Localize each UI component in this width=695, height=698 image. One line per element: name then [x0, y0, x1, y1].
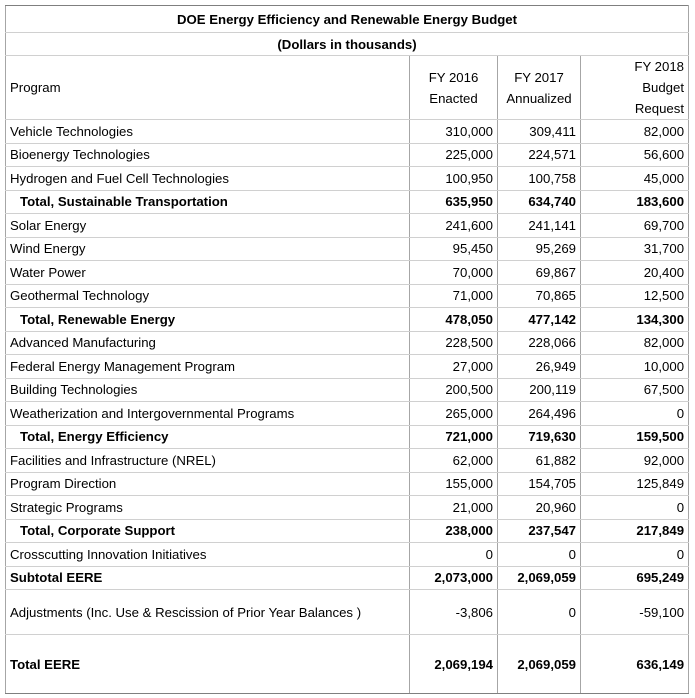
fy2018-value: 67,500 — [581, 378, 689, 402]
fy2018-value: 0 — [581, 402, 689, 426]
total-row — [6, 519, 689, 543]
fy2016-value: 62,000 — [410, 449, 498, 473]
fy2018-value: 82,000 — [581, 331, 689, 355]
program-name: Building Technologies — [6, 378, 410, 402]
fy2016-value: 100,950 — [410, 167, 498, 191]
fy2016-value: 21,000 — [410, 496, 498, 520]
fy2016-value: 310,000 — [410, 120, 498, 144]
program-name: Hydrogen and Fuel Cell Technologies — [6, 167, 410, 191]
fy2018-value: 0 — [581, 543, 689, 567]
fy2018-value: 92,000 — [581, 449, 689, 473]
header-fy2018-line1: FY 2018 — [634, 59, 685, 74]
fy2017-value: 2,069,059 — [498, 566, 581, 590]
fy2017-value: 154,705 — [498, 472, 581, 496]
fy2017-value: 228,066 — [498, 331, 581, 355]
fy2018-value: 183,600 — [581, 190, 689, 214]
program-name: Subtotal EERE — [6, 566, 410, 590]
fy2017-value: 241,141 — [498, 214, 581, 238]
header-row — [6, 56, 689, 120]
fy2016-value: 2,069,194 — [410, 635, 498, 694]
program-name: Total, Renewable Energy — [6, 308, 410, 332]
table-row — [6, 167, 689, 191]
fy2018-value: 10,000 — [581, 355, 689, 379]
header-fy2018-line2: Budget — [642, 80, 685, 95]
table-subtitle: (Dollars in thousands) — [6, 33, 689, 56]
header-fy2016-line1: FY 2016 — [428, 69, 479, 85]
fy2018-value: 159,500 — [581, 425, 689, 449]
program-name: Advanced Manufacturing — [6, 331, 410, 355]
fy2017-value: 200,119 — [498, 378, 581, 402]
program-name: Water Power — [6, 261, 410, 285]
budget-table — [5, 5, 689, 694]
table-row — [6, 214, 689, 238]
program-name: Geothermal Technology — [6, 284, 410, 308]
fy2016-value: 2,073,000 — [410, 566, 498, 590]
program-name: Wind Energy — [6, 237, 410, 261]
table-row — [6, 355, 689, 379]
header-fy2016-line2: Enacted — [429, 90, 478, 106]
header-program: Program — [6, 56, 410, 120]
program-name: Solar Energy — [6, 214, 410, 238]
program-name: Crosscutting Innovation Initiatives — [6, 543, 410, 567]
fy2017-value: 26,949 — [498, 355, 581, 379]
fy2017-value: 264,496 — [498, 402, 581, 426]
fy2017-value: 224,571 — [498, 143, 581, 167]
table-row — [6, 331, 689, 355]
fy2016-value: 225,000 — [410, 143, 498, 167]
program-name: Total EERE — [6, 635, 410, 694]
program-name: Bioenergy Technologies — [6, 143, 410, 167]
fy2017-value: 0 — [498, 543, 581, 567]
fy2017-value: 70,865 — [498, 284, 581, 308]
fy2018-value: 45,000 — [581, 167, 689, 191]
fy2017-value: 20,960 — [498, 496, 581, 520]
table-row — [6, 261, 689, 285]
table-title: DOE Energy Efficiency and Renewable Energy Budget — [6, 6, 689, 33]
table-row — [6, 284, 689, 308]
fy2018-value: 695,249 — [581, 566, 689, 590]
header-fy2018 — [581, 56, 689, 120]
program-name: Total, Sustainable Transportation — [6, 190, 410, 214]
fy2017-value: 0 — [498, 590, 581, 635]
grand-total-row — [6, 635, 689, 694]
total-row — [6, 190, 689, 214]
program-name: Adjustments (Inc. Use & Rescission of Prior Year Balances ) — [6, 590, 410, 635]
program-name: Total, Energy Efficiency — [6, 425, 410, 449]
fy2016-value: 635,950 — [410, 190, 498, 214]
fy2016-value: 478,050 — [410, 308, 498, 332]
table-row — [6, 143, 689, 167]
fy2016-value: -3,806 — [410, 590, 498, 635]
fy2018-value: 636,149 — [581, 635, 689, 694]
table-row — [6, 402, 689, 426]
fy2016-value: 27,000 — [410, 355, 498, 379]
fy2016-value: 241,600 — [410, 214, 498, 238]
program-name: Total, Corporate Support — [6, 519, 410, 543]
fy2018-value: 0 — [581, 496, 689, 520]
fy2016-value: 200,500 — [410, 378, 498, 402]
program-name: Vehicle Technologies — [6, 120, 410, 144]
title-row — [6, 6, 689, 33]
fy2016-value: 721,000 — [410, 425, 498, 449]
fy2017-value: 2,069,059 — [498, 635, 581, 694]
fy2017-value: 100,758 — [498, 167, 581, 191]
header-fy2018-line3: Request — [634, 101, 685, 116]
fy2016-value: 0 — [410, 543, 498, 567]
total-row — [6, 308, 689, 332]
fy2018-value: 134,300 — [581, 308, 689, 332]
fy2017-value: 95,269 — [498, 237, 581, 261]
header-fy2016 — [410, 56, 498, 120]
fy2016-value: 70,000 — [410, 261, 498, 285]
program-name: Strategic Programs — [6, 496, 410, 520]
fy2016-value: 238,000 — [410, 519, 498, 543]
fy2017-value: 61,882 — [498, 449, 581, 473]
fy2016-value: 95,450 — [410, 237, 498, 261]
table-row — [6, 378, 689, 402]
fy2016-value: 71,000 — [410, 284, 498, 308]
fy2018-value: 125,849 — [581, 472, 689, 496]
fy2017-value: 309,411 — [498, 120, 581, 144]
program-name: Facilities and Infrastructure (NREL) — [6, 449, 410, 473]
fy2018-value: 56,600 — [581, 143, 689, 167]
fy2017-value: 237,547 — [498, 519, 581, 543]
fy2018-value: 217,849 — [581, 519, 689, 543]
fy2018-value: 69,700 — [581, 214, 689, 238]
table-row — [6, 449, 689, 473]
subtitle-row — [6, 33, 689, 56]
subtotal-row — [6, 566, 689, 590]
program-name: Program Direction — [6, 472, 410, 496]
fy2017-value: 477,142 — [498, 308, 581, 332]
table-row — [6, 120, 689, 144]
table-row — [6, 237, 689, 261]
fy2016-value: 228,500 — [410, 331, 498, 355]
fy2018-value: 20,400 — [581, 261, 689, 285]
header-fy2017-line2: Annualized — [506, 90, 572, 106]
fy2016-value: 265,000 — [410, 402, 498, 426]
table-row — [6, 472, 689, 496]
program-name: Federal Energy Management Program — [6, 355, 410, 379]
header-fy2017-line1: FY 2017 — [514, 69, 564, 85]
fy2017-value: 634,740 — [498, 190, 581, 214]
table-row — [6, 496, 689, 520]
fy2018-value: 82,000 — [581, 120, 689, 144]
fy2017-value: 719,630 — [498, 425, 581, 449]
table-row — [6, 543, 689, 567]
fy2018-value: 31,700 — [581, 237, 689, 261]
total-row — [6, 425, 689, 449]
header-fy2017 — [498, 56, 581, 120]
fy2018-value: -59,100 — [581, 590, 689, 635]
fy2017-value: 69,867 — [498, 261, 581, 285]
adjustments-row — [6, 590, 689, 635]
fy2018-value: 12,500 — [581, 284, 689, 308]
program-name: Weatherization and Intergovernmental Programs — [6, 402, 410, 426]
fy2016-value: 155,000 — [410, 472, 498, 496]
